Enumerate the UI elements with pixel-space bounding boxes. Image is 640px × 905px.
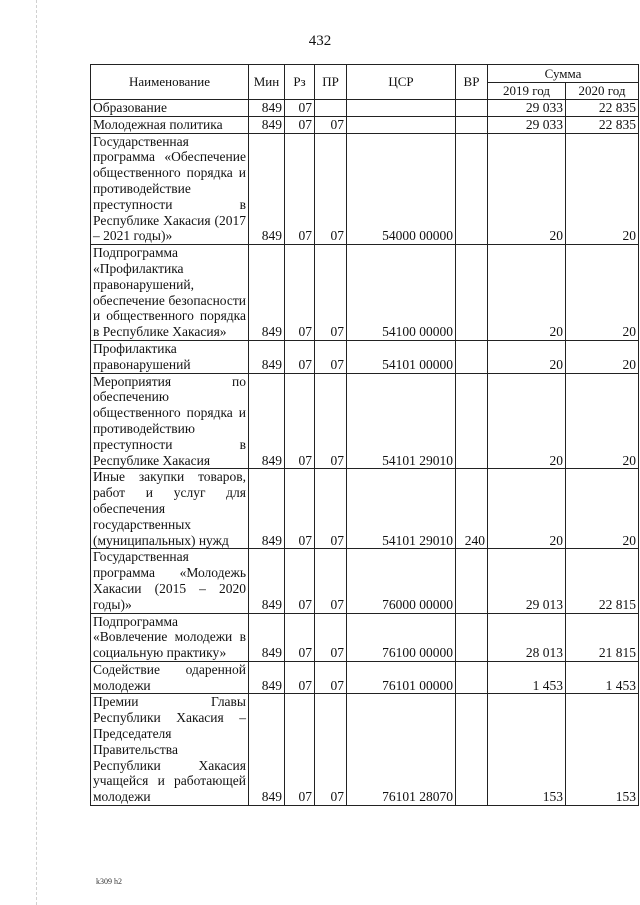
cell-rz: 07 bbox=[285, 100, 315, 117]
cell-rz: 07 bbox=[285, 133, 315, 245]
table-row bbox=[91, 116, 639, 133]
table-row bbox=[91, 469, 639, 549]
cell-pr: 07 bbox=[315, 116, 347, 133]
cell-min: 849 bbox=[249, 613, 285, 661]
cell-csr: 76101 28070 bbox=[347, 694, 456, 806]
cell-vr bbox=[456, 613, 488, 661]
cell-rz: 07 bbox=[285, 613, 315, 661]
cell-y2: 20 bbox=[566, 133, 639, 245]
cell-vr bbox=[456, 340, 488, 373]
cell-min: 849 bbox=[249, 373, 285, 469]
cell-vr bbox=[456, 133, 488, 245]
cell-pr: 07 bbox=[315, 469, 347, 549]
cell-name: Иные закупки товаров, работ и услуг для обеспечения государственных (муниципальных) нужд bbox=[91, 469, 249, 549]
cell-name: Профилактика правонарушений bbox=[91, 340, 249, 373]
cell-y1: 29 033 bbox=[488, 100, 566, 117]
cell-min: 849 bbox=[249, 116, 285, 133]
table-row bbox=[91, 694, 639, 806]
cell-csr: 76101 00000 bbox=[347, 661, 456, 694]
cell-name: Подпрограмма «Профилактика правонарушений, обеспечение безопасности и общественного порядка в Республике Хакасия» bbox=[91, 245, 249, 341]
cell-vr bbox=[456, 694, 488, 806]
table-row bbox=[91, 133, 639, 245]
cell-min: 849 bbox=[249, 549, 285, 613]
cell-rz: 07 bbox=[285, 549, 315, 613]
header-name: Наименование bbox=[91, 65, 249, 100]
cell-y2: 20 bbox=[566, 469, 639, 549]
budget-table bbox=[90, 64, 639, 806]
table-row bbox=[91, 549, 639, 613]
header-rz: Рз bbox=[285, 65, 315, 100]
table-row bbox=[91, 373, 639, 469]
cell-min: 849 bbox=[249, 661, 285, 694]
cell-rz: 07 bbox=[285, 469, 315, 549]
cell-y1: 29 013 bbox=[488, 549, 566, 613]
header-csr: ЦСР bbox=[347, 65, 456, 100]
cell-y1: 20 bbox=[488, 340, 566, 373]
cell-y1: 29 033 bbox=[488, 116, 566, 133]
table-row bbox=[91, 245, 639, 341]
table-row bbox=[91, 661, 639, 694]
footer-code: k309 h2 bbox=[96, 877, 122, 886]
cell-y2: 20 bbox=[566, 245, 639, 341]
header-year-2019: 2019 год bbox=[488, 83, 566, 100]
header-year-2020: 2020 год bbox=[566, 83, 639, 100]
cell-rz: 07 bbox=[285, 340, 315, 373]
cell-name: Мероприятия по обеспечению общественного порядка и противодействию преступности в Республике Хакасия bbox=[91, 373, 249, 469]
cell-pr: 07 bbox=[315, 245, 347, 341]
cell-min: 849 bbox=[249, 245, 285, 341]
cell-vr bbox=[456, 549, 488, 613]
header-min: Мин bbox=[249, 65, 285, 100]
cell-pr: 07 bbox=[315, 133, 347, 245]
cell-name: Государственная программа «Обеспечение общественного порядка и противодействие преступности в Республике Хакасия (2017 – 2021 годы)» bbox=[91, 133, 249, 245]
cell-pr: 07 bbox=[315, 694, 347, 806]
cell-y2: 21 815 bbox=[566, 613, 639, 661]
header-vr: ВР bbox=[456, 65, 488, 100]
cell-csr: 54101 29010 bbox=[347, 469, 456, 549]
cell-y1: 1 453 bbox=[488, 661, 566, 694]
cell-pr bbox=[315, 100, 347, 117]
margin-guide-line bbox=[36, 0, 37, 905]
cell-csr bbox=[347, 116, 456, 133]
cell-y1: 28 013 bbox=[488, 613, 566, 661]
table-row bbox=[91, 340, 639, 373]
cell-name: Подпрограмма «Вовлечение молодежи в социальную практику» bbox=[91, 613, 249, 661]
cell-rz: 07 bbox=[285, 694, 315, 806]
cell-y1: 153 bbox=[488, 694, 566, 806]
table-row bbox=[91, 100, 639, 117]
cell-pr: 07 bbox=[315, 661, 347, 694]
cell-y2: 20 bbox=[566, 340, 639, 373]
cell-min: 849 bbox=[249, 133, 285, 245]
cell-vr bbox=[456, 100, 488, 117]
cell-vr: 240 bbox=[456, 469, 488, 549]
page-number: 432 bbox=[308, 33, 332, 49]
cell-name: Премии Главы Республики Хакасия – Председателя Правительства Республики Хакасия учащейся и работающей молодежи bbox=[91, 694, 249, 806]
cell-vr bbox=[456, 116, 488, 133]
cell-y2: 1 453 bbox=[566, 661, 639, 694]
cell-csr: 54000 00000 bbox=[347, 133, 456, 245]
header-pr: ПР bbox=[315, 65, 347, 100]
cell-rz: 07 bbox=[285, 245, 315, 341]
cell-name: Государственная программа «Молодежь Хакасии (2015 – 2020 годы)» bbox=[91, 549, 249, 613]
cell-pr: 07 bbox=[315, 613, 347, 661]
cell-vr bbox=[456, 245, 488, 341]
cell-pr: 07 bbox=[315, 373, 347, 469]
cell-pr: 07 bbox=[315, 340, 347, 373]
cell-name: Содействие одаренной молодежи bbox=[91, 661, 249, 694]
cell-rz: 07 bbox=[285, 373, 315, 469]
cell-rz: 07 bbox=[285, 116, 315, 133]
cell-vr bbox=[456, 373, 488, 469]
cell-y1: 20 bbox=[488, 469, 566, 549]
cell-csr: 54100 00000 bbox=[347, 245, 456, 341]
cell-vr bbox=[456, 661, 488, 694]
cell-y1: 20 bbox=[488, 373, 566, 469]
cell-y2: 20 bbox=[566, 373, 639, 469]
cell-rz: 07 bbox=[285, 661, 315, 694]
cell-y2: 22 835 bbox=[566, 100, 639, 117]
cell-csr: 76000 00000 bbox=[347, 549, 456, 613]
cell-csr: 54101 00000 bbox=[347, 340, 456, 373]
cell-y2: 22 835 bbox=[566, 116, 639, 133]
cell-csr bbox=[347, 100, 456, 117]
cell-y1: 20 bbox=[488, 133, 566, 245]
cell-csr: 54101 29010 bbox=[347, 373, 456, 469]
cell-csr: 76100 00000 bbox=[347, 613, 456, 661]
cell-pr: 07 bbox=[315, 549, 347, 613]
cell-y2: 153 bbox=[566, 694, 639, 806]
table-row bbox=[91, 613, 639, 661]
header-sum: Сумма bbox=[488, 65, 639, 83]
cell-min: 849 bbox=[249, 469, 285, 549]
cell-name: Образование bbox=[91, 100, 249, 117]
cell-y1: 20 bbox=[488, 245, 566, 341]
cell-min: 849 bbox=[249, 100, 285, 117]
cell-name: Молодежная политика bbox=[91, 116, 249, 133]
cell-min: 849 bbox=[249, 340, 285, 373]
cell-y2: 22 815 bbox=[566, 549, 639, 613]
cell-min: 849 bbox=[249, 694, 285, 806]
